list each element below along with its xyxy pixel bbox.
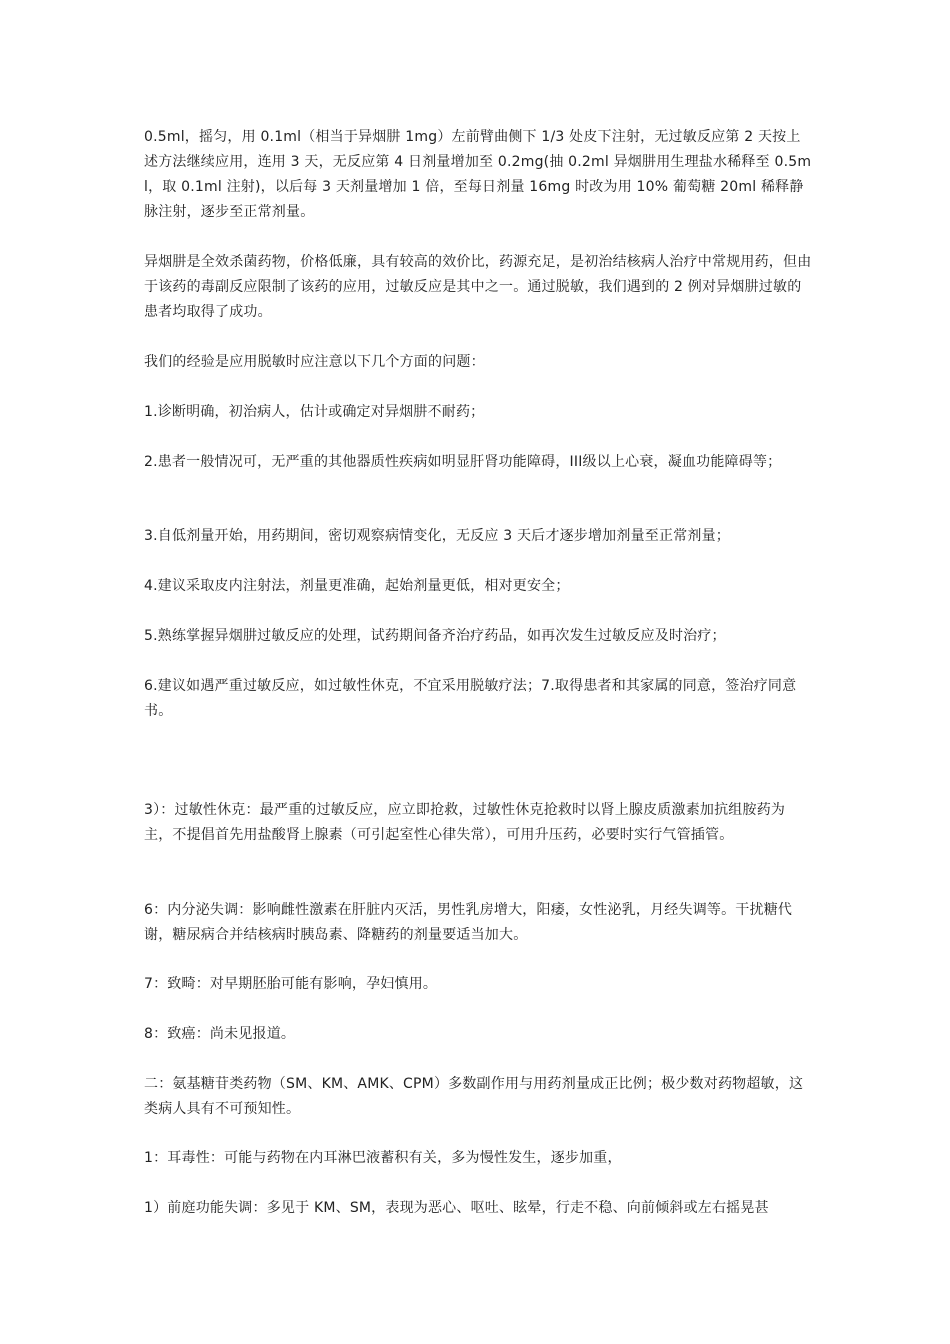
paragraph-vestibular-dysfunction: 1）前庭功能失调：多见于 KM、SM，表现为恶心、呕吐、眩晕，行走不稳、向前倾斜或左右摇晃甚 (144, 1200, 769, 1216)
paragraph-aminoglycosides: 二：氨基糖苷类药物（SM、KM、AMK、CPM）多数副作用与用药剂量成正比例；极少数对药物超敏，这类病人具有不可预知性。 (144, 1076, 804, 1117)
paragraph-carcinogenicity: 8：致癌：尚未见报道。 (144, 1026, 296, 1042)
list-item-3: 3.自低剂量开始，用药期间，密切观察病情变化，无反应 3 天后才逐步增加剂量至正常剂量； (144, 528, 730, 544)
list-item-6-7: 6.建议如遇严重过敏反应，如过敏性休克，不宜采用脱敏疗法；7.取得患者和其家属的同意，签治疗同意书。 (144, 678, 797, 719)
paragraph-endocrine-disorder: 6：内分泌失调：影响雌性激素在肝脏内灭活，男性乳房增大，阳痿，女性泌乳，月经失调等。干扰糖代谢，糖尿病合并结核病时胰岛素、降糖药的剂量要适当加大。 (144, 902, 793, 943)
paragraph-experience-intro: 我们的经验是应用脱敏时应注意以下几个方面的问题： (144, 354, 485, 370)
paragraph-ototoxicity: 1：耳毒性：可能与药物在内耳淋巴液蓄积有关，多为慢性发生，逐步加重， (144, 1150, 622, 1166)
paragraph-anaphylactic-shock: 3）：过敏性休克：最严重的过敏反应，应立即抢救，过敏性休克抢救时以肾上腺皮质激素加抗组胺药为主，不提倡首先用盐酸肾上腺素（可引起室性心律失常），可用升压药，必要时实行气管插管。 (144, 802, 786, 843)
list-item-5: 5.熟练掌握异烟肼过敏反应的处理，试药期间备齐治疗药品，如再次发生过敏反应及时治疗； (144, 628, 726, 644)
paragraph-teratogenicity: 7：致畸：对早期胚胎可能有影响，孕妇慎用。 (144, 976, 438, 992)
list-item-2: 2.患者一般情况可，无严重的其他器质性疾病如明显肝肾功能障碍，III级以上心衰，凝血功能障碍等； (144, 454, 782, 470)
paragraph-isoniazid-overview: 异烟肼是全效杀菌药物，价格低廉，具有较高的效价比，药源充足，是初治结核病人治疗中常规用药，但由于该药的毒副反应限制了该药的应用，过敏反应是其中之一。通过脱敏，我们遇到的 2 例对异烟肼过敏的患者均取得了成功。 (144, 254, 812, 320)
paragraph-desensitization-dosing: 0.5ml，摇匀，用 0.1ml（相当于异烟肼 1mg）左前臂曲侧下 1/3 处皮下注射，无过敏反应第 2 天按上述方法继续应用，连用 3 天，无反应第 4 日剂量增加至 0.2mg(抽 0.2ml 异烟肼用生理盐水稀释至 0.5ml，取 0.1ml 注射)，以后每 3 天剂量增加 1 倍，至每日剂量 16mg 时改为用 10% 葡萄糖 20ml 稀释静脉注射，逐步至正常剂量。 (144, 129, 812, 220)
list-item-4: 4.建议采取皮内注射法，剂量更准确，起始剂量更低，相对更安全； (144, 578, 570, 594)
list-item-1: 1.诊断明确，初治病人，估计或确定对异烟肼不耐药； (144, 404, 485, 420)
